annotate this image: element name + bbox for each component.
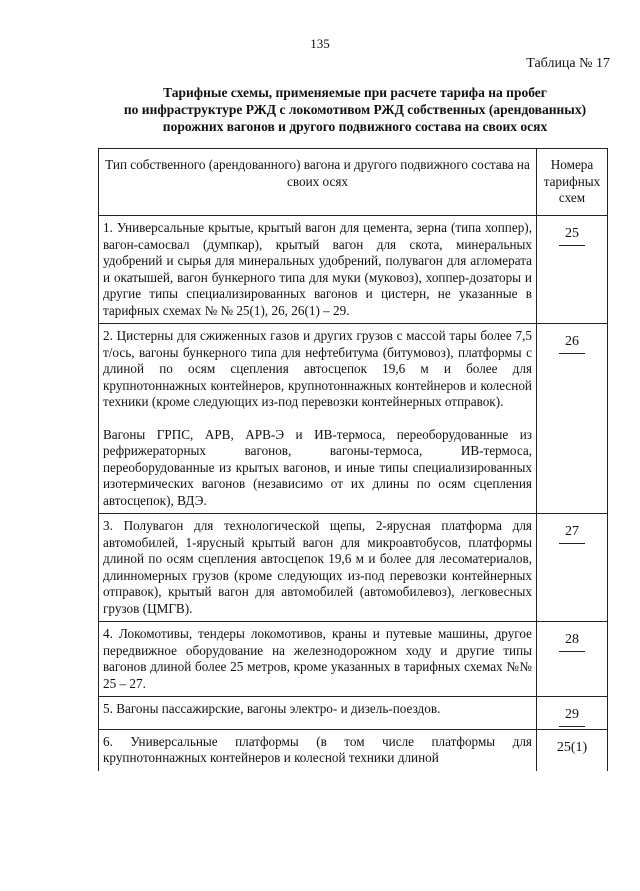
- row-2-text-continued: Вагоны ГРПС, АРВ, АРВ-Э и ИВ-термоса, переоборудованные из рефрижераторных вагонов, вагоны-термоса, ИВ-термоса, переоборудованные из крытых вагонов, и иные типы специализированных изотермических вагонов (независимо от их длины по осям сцепления автосцепок), ВДЭ.: [103, 426, 532, 508]
- row-5-description: [99, 697, 537, 730]
- row-5-scheme-cell: [537, 697, 608, 730]
- title-line-1: Тарифные схемы, применяемые при расчете тарифа на пробег: [163, 85, 547, 100]
- table-row: [99, 729, 608, 771]
- row-1-scheme-cell: [537, 216, 608, 324]
- row-1-description: [99, 216, 537, 324]
- table-label: Таблица № 17: [526, 56, 610, 71]
- row-3-scheme-number: 27: [559, 524, 585, 544]
- row-5-text: 5. Вагоны пассажирские, вагоны электро- и дизель-поездов.: [103, 701, 441, 716]
- row-2-scheme-cell: [537, 324, 608, 514]
- row-5-scheme-number: 29: [559, 707, 585, 727]
- row-6-text: 6. Универсальные платформы (в том числе платформы для крупнотоннажных контейнеров и колесной техники длиной: [103, 733, 532, 765]
- header-scheme-numbers: Номера тарифных схем: [537, 149, 608, 216]
- row-4-description: [99, 622, 537, 697]
- table-row: [99, 216, 608, 324]
- row-3-text: 3. Полувагон для технологической щепы, 2-ярусная платформа для автомобилей, 1-ярусный крытый вагон для микроавтобусов, платформы длиной по осям сцепления автосцепок 19,6 м и более для лесоматериалов, длинномерных грузов (кроме следующих из-под перевозки контейнерных отправок), крытый вагон для автомобилей (автомобилевоз), легковесных грузов (ЦМГВ).: [103, 518, 532, 616]
- table-row: [99, 324, 608, 514]
- row-3-scheme-cell: [537, 514, 608, 622]
- title-line-3: порожних вагонов и другого подвижного состава на своих осях: [162, 119, 548, 134]
- document-title: [90, 84, 620, 135]
- row-1-text: 1. Универсальные крытые, крытый вагон для цемента, зерна (типа хоппер), вагон-самосвал (думпкар), крытый вагон для скота, минеральных удобрений и сырья для минеральных удобрений, полувагон для агломерата и окатышей, вагон бункерного типа для муки (муковоз), хоппер-дозаторы и другие типы специализированных вагонов и цистерн, не указанные в тарифных схемах № № 25(1), 26, 26(1) – 29.: [103, 220, 532, 318]
- row-6-description: [99, 729, 537, 771]
- table-row: [99, 514, 608, 622]
- row-4-scheme-number: 28: [559, 632, 585, 652]
- row-2-text: 2. Цистерны для сжиженных газов и других грузов с массой тары более 7,5 т/ось, вагоны бункерного типа для нефтебитума (битумовоз), платформы с длиной по осям сцепления автосцепок 19,6 м и более для крупнотоннажных контейнеров, крупнотоннажных контейнеров и колесной техники (кроме следующих из-под перевозки контейнерных отправок).: [103, 328, 532, 409]
- row-6-scheme-cell: [537, 729, 608, 771]
- header-wagon-type: Тип собственного (арендованного) вагона и другого подвижного состава на своих осях: [99, 149, 537, 216]
- title-line-2: по инфраструктуре РЖД с локомотивом РЖД собственных (арендованных): [123, 102, 587, 117]
- tariff-schemes-table: [98, 148, 608, 771]
- row-2-scheme-number: 26: [559, 334, 585, 354]
- row-4-text: 4. Локомотивы, тендеры локомотивов, краны и путевые машины, другое передвижное оборудование на железнодорожном ходу и другие типы вагонов длиной более 25 метров, кроме указанных в тарифных схемах №№ 25 – 27.: [103, 626, 532, 691]
- row-1-scheme-number: 25: [559, 226, 585, 246]
- page-number: 135: [310, 36, 330, 51]
- row-3-description: [99, 514, 537, 622]
- row-6-scheme-number: 25(1): [556, 739, 588, 755]
- table-header-row: [99, 149, 608, 216]
- row-4-scheme-cell: [537, 622, 608, 697]
- table-row: [99, 622, 608, 697]
- row-2-description: [99, 324, 537, 514]
- table-row: [99, 697, 608, 730]
